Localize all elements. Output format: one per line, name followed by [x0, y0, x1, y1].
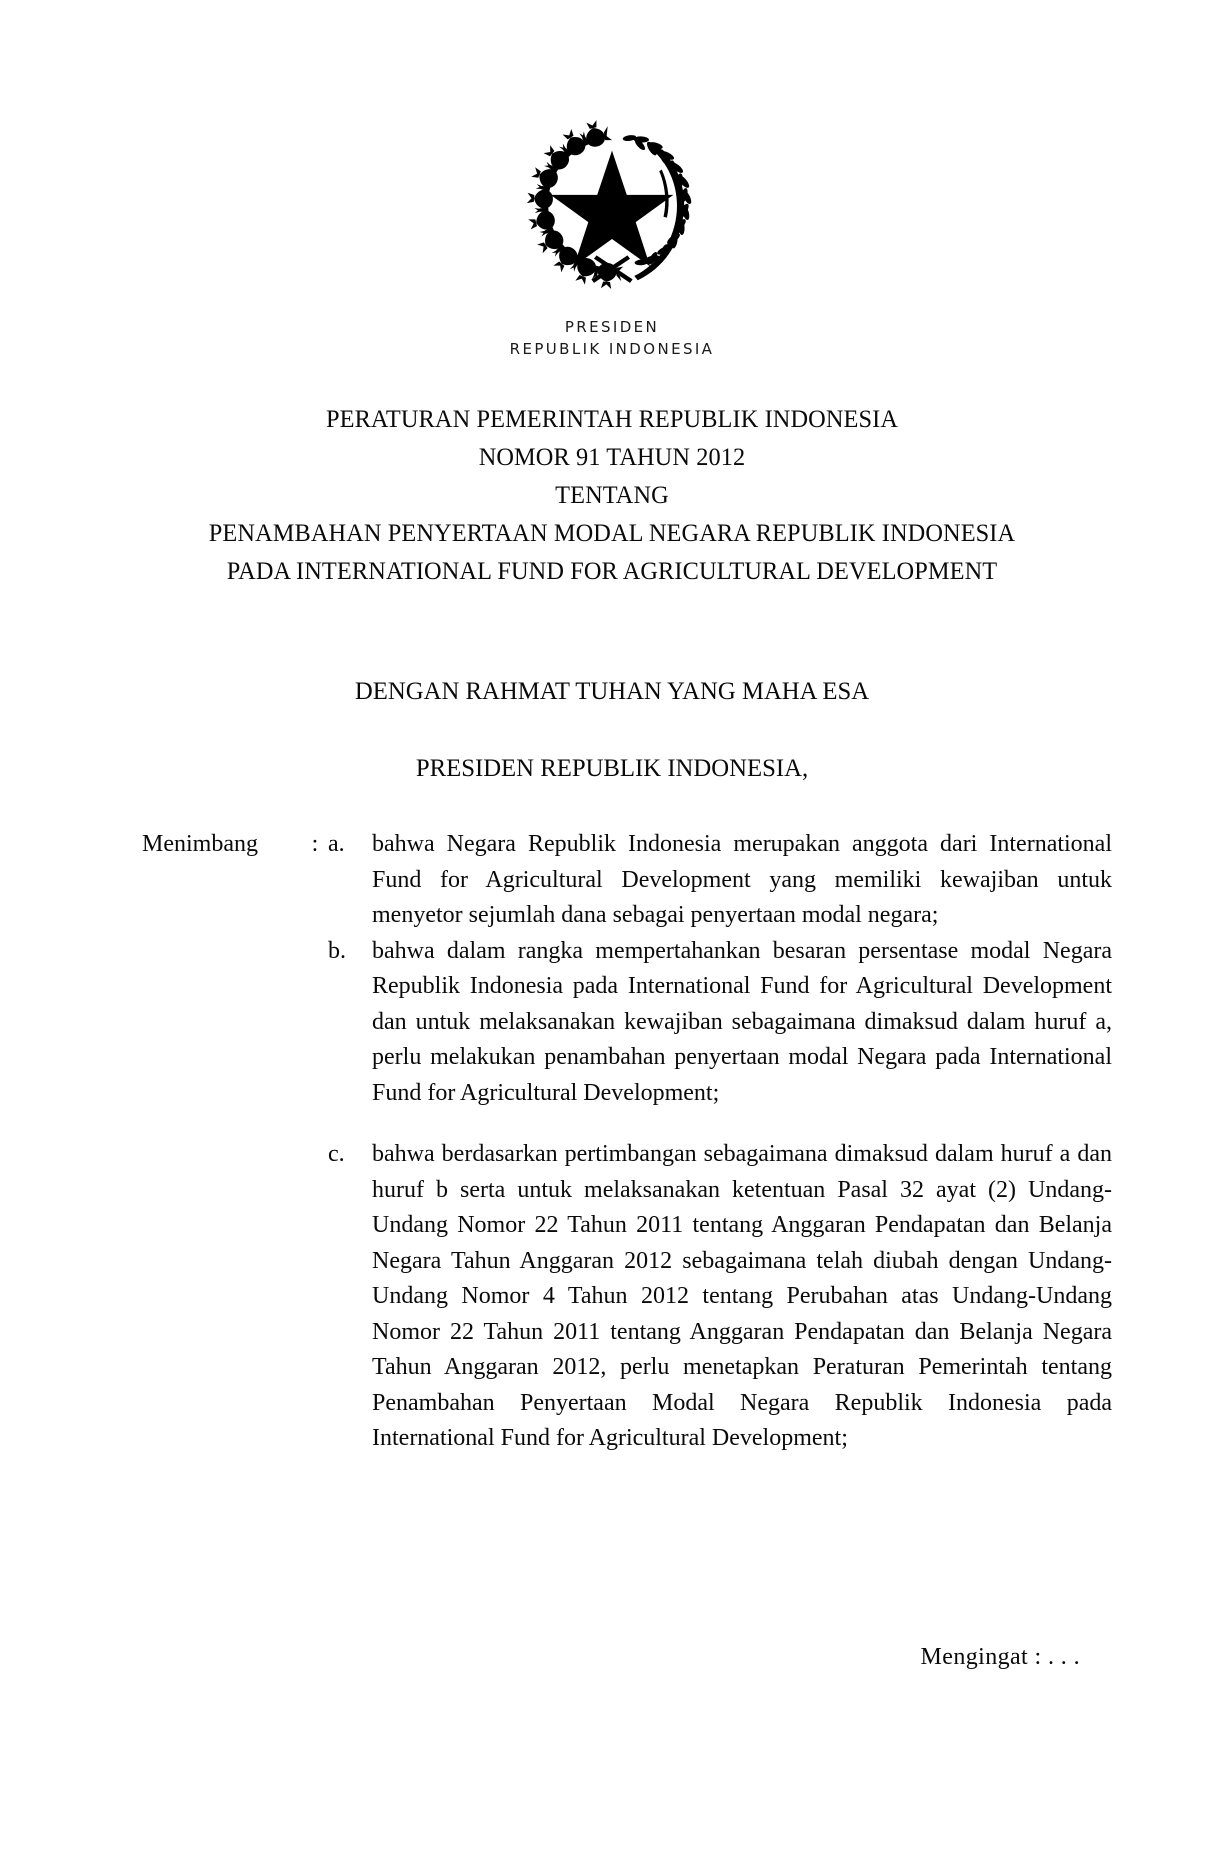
title-line-subject-2: PADA INTERNATIONAL FUND FOR AGRICULTURAL DEVELOPMENT — [226, 556, 998, 585]
letterhead-text — [0, 316, 1224, 360]
title-line-subject-1: PENAMBAHAN PENYERTAAN MODAL NEGARA REPUBLIK INDONESIA — [208, 518, 1016, 547]
clause-marker-c: c. — [328, 1141, 345, 1167]
clause-marker-a: a. — [328, 831, 345, 857]
title-line-number: NOMOR 91 TAHUN 2012 — [478, 442, 746, 471]
considering-clause-a-row — [0, 827, 1224, 934]
letterhead-emblem-block — [0, 118, 1224, 299]
considering-clause-b — [328, 934, 1224, 1112]
considering-clause-a — [328, 827, 1112, 934]
considering-section — [0, 827, 1224, 1457]
invocation-line: DENGAN RAHMAT TUHAN YANG MAHA ESA — [354, 676, 870, 705]
clause-text-a: bahwa Negara Republik Indonesia merupakan anggota dari International Fund for Agricultural Development yang memiliki kewajiban untuk menyetor sejumlah dana sebagai penyertaan modal negara; — [372, 831, 1112, 928]
title-line-tentang: TENTANG — [555, 480, 669, 509]
letterhead-line-2: REPUBLIK INDONESIA — [509, 340, 715, 358]
letterhead-line-1: PRESIDEN — [564, 318, 660, 336]
issuer-line: PRESIDEN REPUBLIK INDONESIA, — [415, 753, 809, 782]
considering-colon: : — [311, 831, 319, 857]
considering-clause-c — [328, 1137, 1224, 1457]
footer-catchword: Mengingat : . . . — [920, 1644, 1080, 1670]
presidential-emblem-icon — [526, 118, 698, 294]
regulation-title-block — [100, 400, 1124, 590]
title-line-regulation: PERATURAN PEMERINTAH REPUBLIK INDONESIA — [325, 404, 899, 433]
considering-label: Menimbang — [142, 831, 258, 857]
clause-text-c: bahwa berdasarkan pertimbangan sebagaimana dimaksud dalam huruf a dan huruf b serta untuk melaksanakan ketentuan Pasal 32 ayat (2) Undang-Undang Nomor 22 Tahun 2011 tentang Anggaran Pendapatan dan Belanja Negara Tahun Anggaran 2012 sebagaimana telah diubah dengan Undang-Undang Nomor 4 Tahun 2012 tentang Perubahan atas Undang-Undang Nomor 22 Tahun 2011 tentang Anggaran Pendapatan dan Belanja Negara Tahun Anggaran 2012, perlu menetapkan Peraturan Pemerintah tentang Penambahan Penyertaan Modal Negara Republik Indonesia pada International Fund for Agricultural Development; — [372, 1141, 1112, 1451]
clause-text-b: bahwa dalam rangka mempertahankan besaran persentase modal Negara Republik Indonesia pada International Fund for Agricultural Development dan untuk melaksanakan kewajiban sebagaimana dimaksud dalam huruf a, perlu melakukan penambahan penyertaan modal Negara pada International Fund for Agricultural Development; — [372, 937, 1112, 1106]
clause-marker-b: b. — [328, 937, 346, 964]
